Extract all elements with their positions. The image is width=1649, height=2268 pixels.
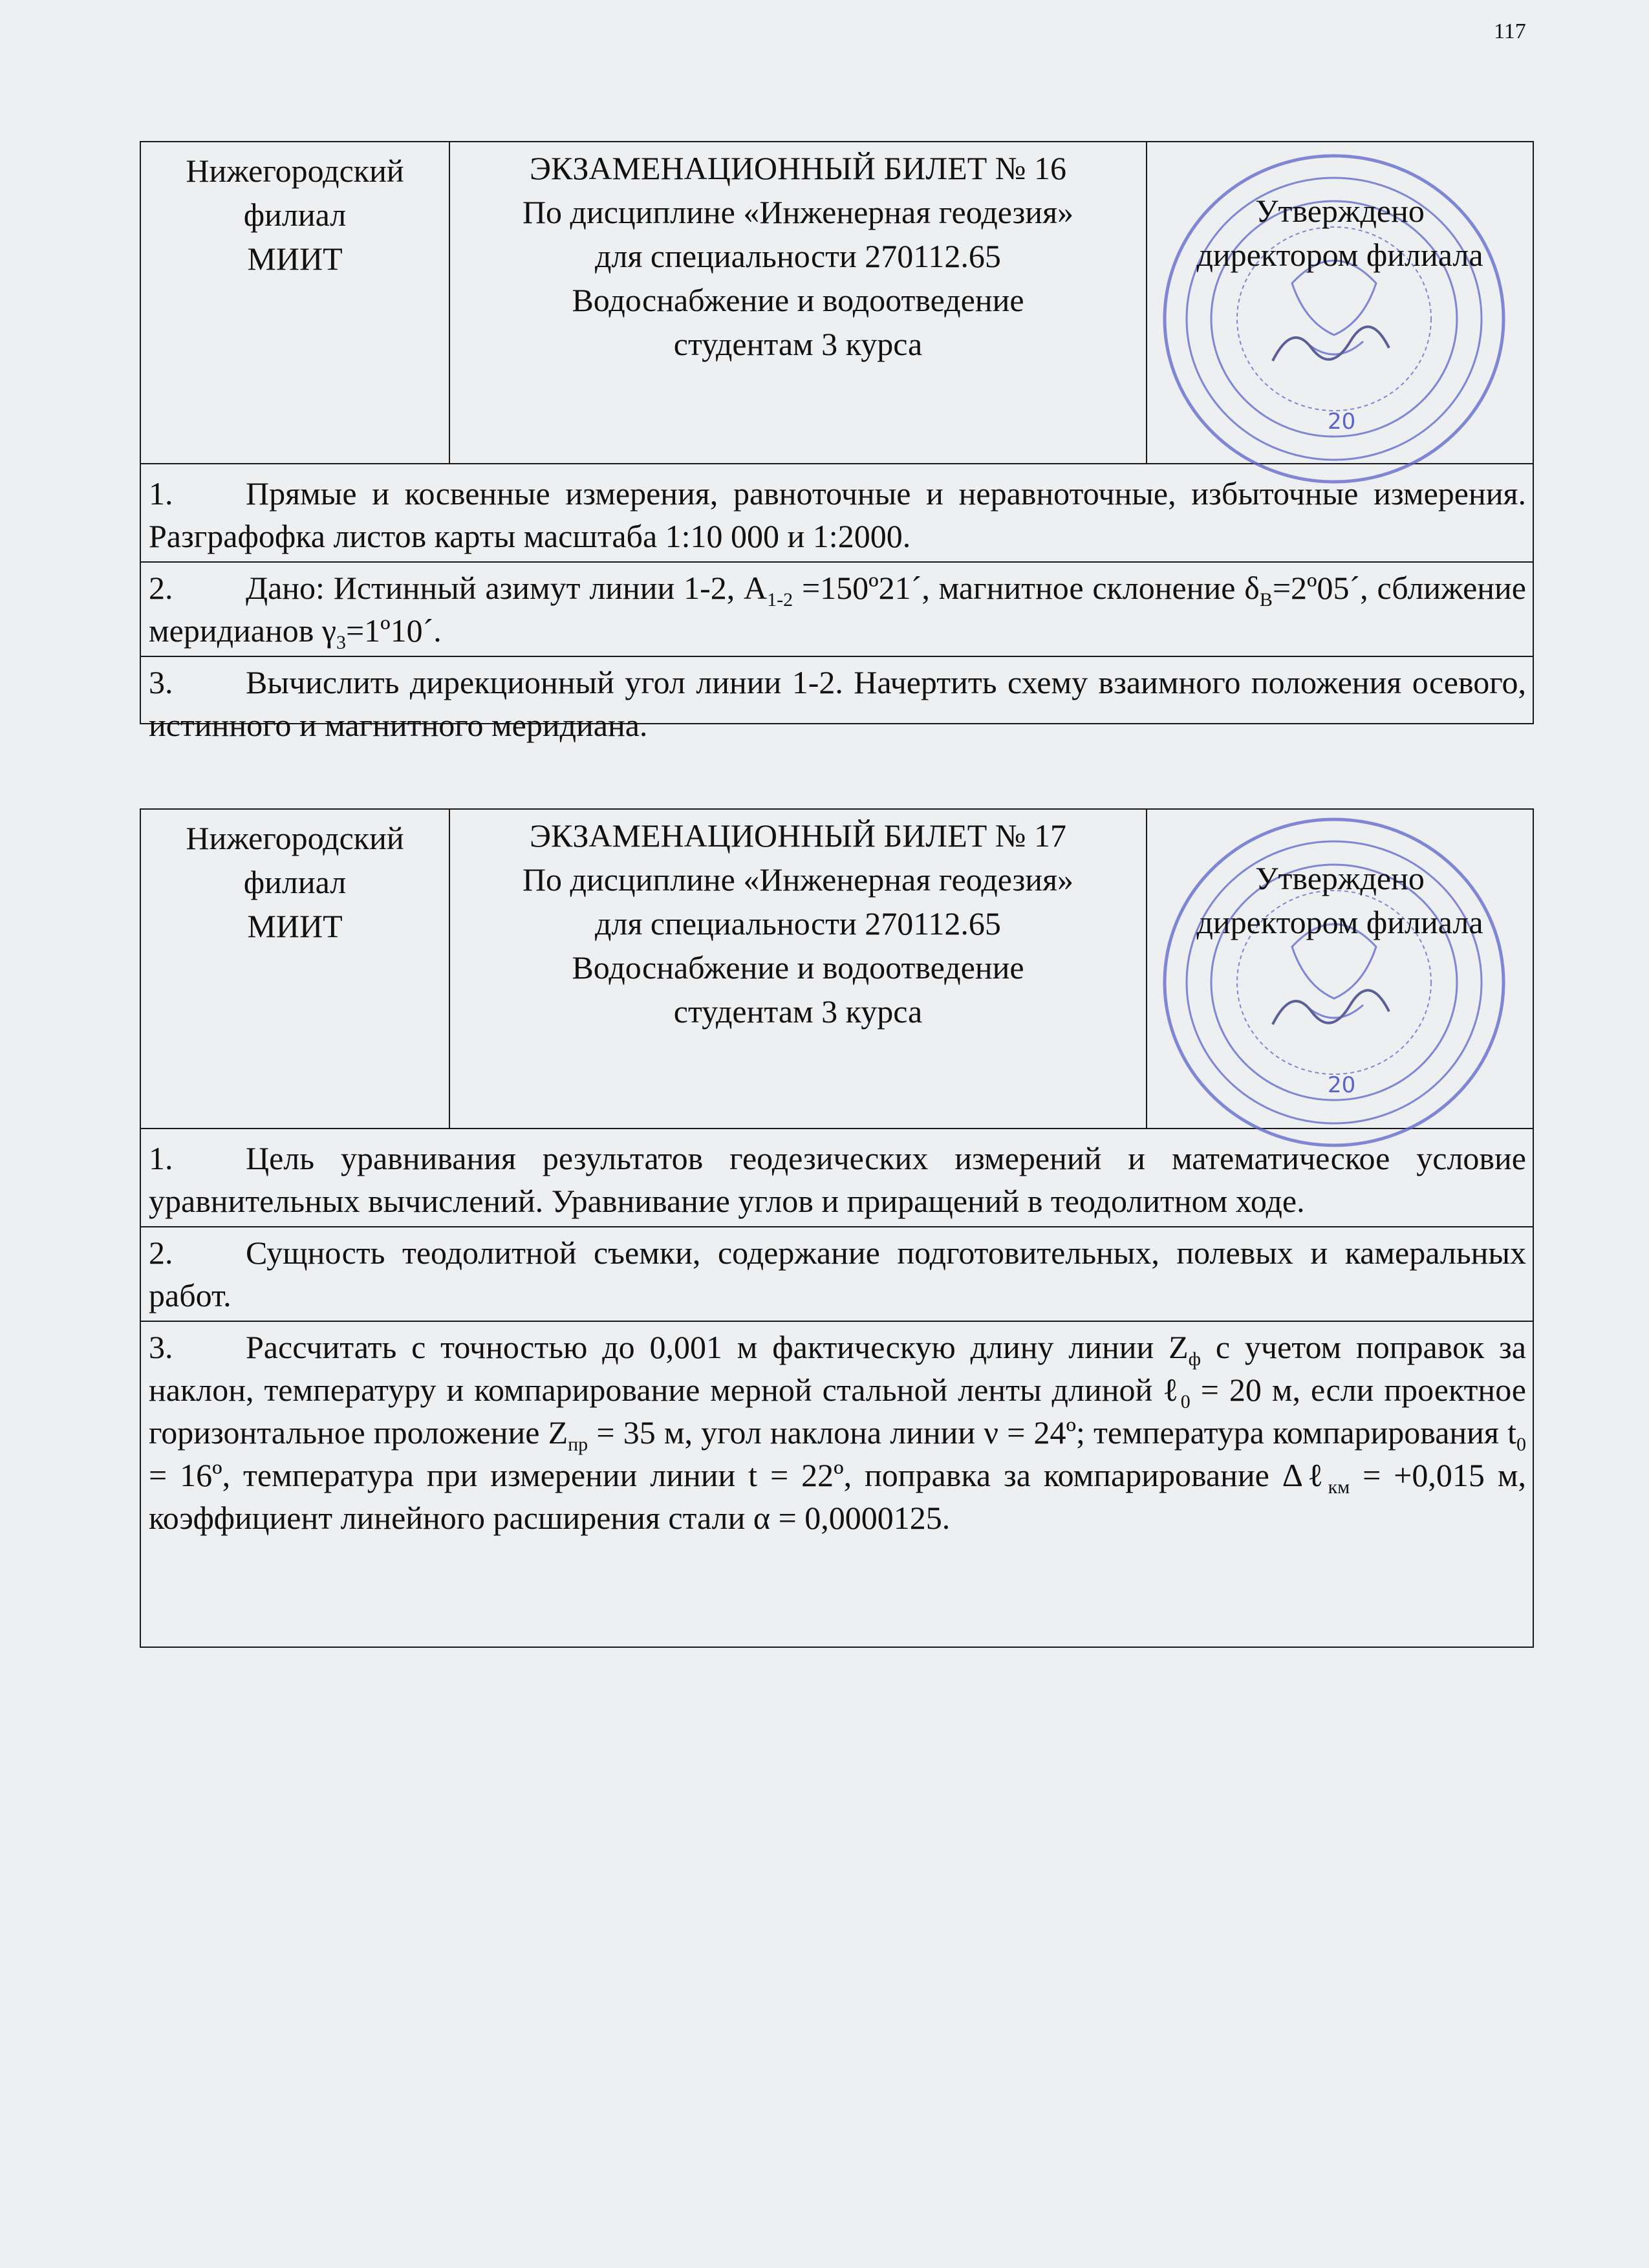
approved-label: Утверждено	[1255, 860, 1425, 896]
question-item	[141, 661, 1533, 750]
course-line: студентам 3 курса	[673, 993, 923, 1030]
question-text: Вычислить дирекционный угол линии 1-2. Начертить схему взаимного положения осевого, истинного и магнитного меридиана.	[149, 664, 1526, 743]
question-text: = 20 м, если проектное горизонтальное проложение Z	[149, 1372, 1526, 1451]
specialty-name: Водоснабжение и водоотведение	[572, 949, 1024, 986]
institution-line: филиал	[243, 864, 347, 900]
institution-cell	[141, 810, 450, 1128]
question-number: 1.	[149, 475, 173, 512]
page-number: 117	[1494, 19, 1526, 43]
specialty-line: для специальности 270112.65	[595, 905, 1001, 942]
questions-list	[141, 1129, 1533, 1543]
question-text: =150º21´, магнитное склонение δ	[793, 570, 1260, 606]
question-text: =2º05´, сближение меридианов γ	[149, 570, 1526, 649]
institution-cell	[141, 142, 450, 463]
stamp-number: 20	[1328, 409, 1356, 435]
ticket-title: ЭКЗАМЕНАЦИОННЫЙ БИЛЕТ № 17	[529, 817, 1066, 854]
subscript: В	[1259, 589, 1273, 610]
ticket-title-cell	[450, 142, 1147, 463]
exam-ticket-17	[140, 808, 1534, 1648]
questions-list	[141, 464, 1533, 750]
subscript: 0	[1516, 1434, 1526, 1455]
institution-line: Нижегородский	[186, 153, 404, 189]
question-text: = +0,015 м, коэффициент линейного расширения стали α = 0,0000125.	[149, 1457, 1526, 1536]
approval-cell	[1147, 142, 1533, 463]
specialty-name: Водоснабжение и водоотведение	[572, 282, 1024, 318]
ticket-title-cell	[450, 810, 1147, 1128]
specialty-line: для специальности 270112.65	[595, 238, 1001, 274]
question-number: 3.	[149, 1329, 173, 1365]
question-item	[141, 1326, 1533, 1543]
question-number: 1.	[149, 1140, 173, 1176]
subscript: 3	[336, 632, 346, 653]
ticket-header-row	[141, 142, 1533, 464]
subscript: 0	[1180, 1391, 1191, 1412]
institution-line: МИИТ	[247, 241, 343, 277]
institution-line: филиал	[243, 197, 347, 233]
question-item	[141, 567, 1533, 657]
discipline-line: По дисциплине «Инженерная геодезия»	[522, 861, 1074, 898]
approved-by-label: директором филиала	[1196, 237, 1483, 273]
ticket-header-row	[141, 810, 1533, 1129]
question-text: = 35 м, угол наклона линии ν = 24º; температура компарирования t	[588, 1414, 1516, 1451]
approved-by-label: директором филиала	[1196, 904, 1483, 940]
question-text: = 16º, температура при измерении линии t = 22º, поправка за компарирование Δℓ	[149, 1457, 1328, 1493]
question-text: с учетом поправок за наклон, температуру и компарирование мерной стальной ленты длиной ℓ	[149, 1329, 1526, 1408]
question-number: 2.	[149, 1235, 173, 1271]
subscript: 1-2	[767, 589, 793, 610]
question-text: Цель уравнивания результатов геодезических измерений и математическое условие уравнительных вычислений. Уравнивание углов и приращений в теодолитном ходе.	[149, 1140, 1526, 1219]
question-text: Рассчитать с точностью до 0,001 м фактическую длину линии Z	[246, 1329, 1189, 1365]
approved-label: Утверждено	[1255, 193, 1425, 229]
subscript: ф	[1188, 1348, 1202, 1370]
ticket-title: ЭКЗАМЕНАЦИОННЫЙ БИЛЕТ № 16	[529, 150, 1066, 186]
question-number: 3.	[149, 664, 173, 700]
stamp-number: 20	[1328, 1072, 1356, 1098]
institution-line: Нижегородский	[186, 820, 404, 856]
discipline-line: По дисциплине «Инженерная геодезия»	[522, 194, 1074, 230]
question-text: Сущность теодолитной съемки, содержание подготовительных, полевых и камеральных работ.	[149, 1235, 1526, 1313]
question-text: Прямые и косвенные измерения, равноточные и неравноточные, избыточные измерения. Разграфофка листов карты масштаба 1:10 000 и 1:2000.	[149, 475, 1526, 554]
question-number: 2.	[149, 570, 173, 606]
question-text: =1º10´.	[345, 612, 442, 649]
institution-line: МИИТ	[247, 908, 343, 944]
subscript: пр	[568, 1434, 588, 1455]
question-text: Дано: Истинный азимут линии 1-2, А	[246, 570, 768, 606]
course-line: студентам 3 курса	[673, 326, 923, 362]
exam-ticket-16	[140, 141, 1534, 743]
question-item	[141, 1231, 1533, 1322]
approval-cell	[1147, 810, 1533, 1128]
subscript: км	[1328, 1476, 1350, 1498]
